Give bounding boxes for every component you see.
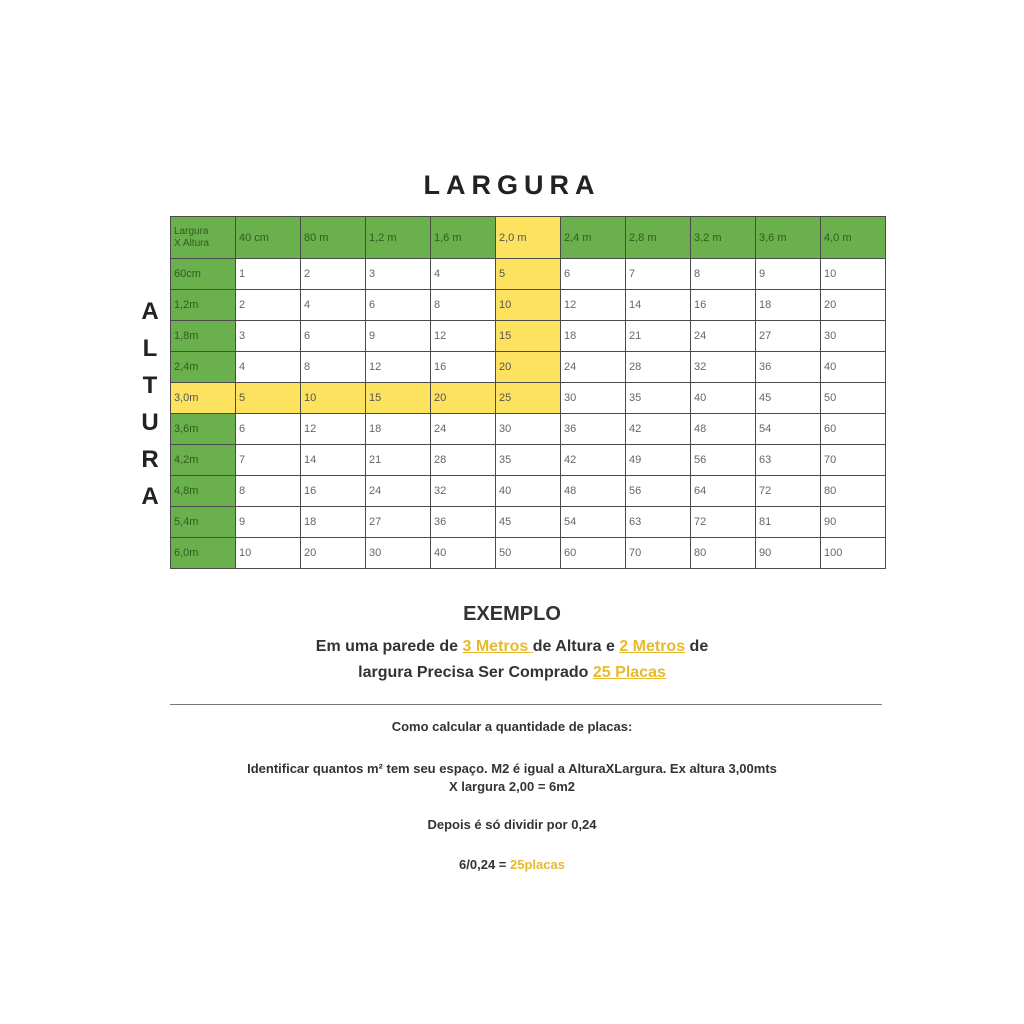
altura-letter: L [142,335,158,362]
example-highlight-plates: 25 Placas [592,664,666,681]
table-cell: 15 [366,383,431,414]
altura-letter: A [141,298,159,325]
calc-result-value: 25placas [510,857,565,872]
table-cell: 48 [561,476,626,507]
table-cell: 15 [496,321,561,352]
table-cell: 10 [236,538,301,569]
example-text: de Altura e [532,638,620,655]
table-cell: 7 [236,445,301,476]
table-header-row [171,217,886,259]
table-cell: 21 [366,445,431,476]
table-cell: 6 [301,321,366,352]
table-row [171,476,886,507]
table-cell: 18 [756,290,821,321]
table-cell: 4 [301,290,366,321]
table-cell: 90 [756,538,821,569]
table-cell: 6 [561,259,626,290]
row-header: 3,6m [171,414,236,445]
table-cell: 64 [691,476,756,507]
table-cell: 30 [496,414,561,445]
table-cell: 63 [626,507,691,538]
table-cell: 2 [301,259,366,290]
table-cell: 4 [431,259,496,290]
table-cell: 48 [691,414,756,445]
altura-letter: A [141,483,159,510]
table-cell: 5 [496,259,561,290]
table-cell: 28 [626,352,691,383]
column-header: 40 cm [236,217,301,259]
table-cell: 60 [561,538,626,569]
altura-letter: R [141,446,159,473]
table-cell: 40 [496,476,561,507]
table-cell: 56 [626,476,691,507]
altura-letter: U [141,409,159,436]
plates-table [170,216,886,569]
table-cell: 24 [561,352,626,383]
table-cell: 32 [691,352,756,383]
row-header: 3,0m [171,383,236,414]
row-header: 5,4m [171,507,236,538]
altura-vertical-title [135,293,165,515]
example-title: EXEMPLO [463,603,561,625]
calc-paragraph-1-cont: X largura 2,00 = 6m2 [448,779,576,794]
table-cell: 14 [301,445,366,476]
table-cell: 18 [366,414,431,445]
table-cell: 27 [366,507,431,538]
table-cell: 24 [691,321,756,352]
table-cell: 42 [561,445,626,476]
table-cell: 3 [366,259,431,290]
table-cell: 80 [691,538,756,569]
row-header: 6,0m [171,538,236,569]
table-row [171,321,886,352]
row-header: 2,4m [171,352,236,383]
calculation-section [0,718,1024,874]
column-header: 3,6 m [756,217,821,259]
table-cell: 24 [431,414,496,445]
table-cell: 20 [301,538,366,569]
table-cell: 8 [301,352,366,383]
table-row [171,445,886,476]
table-cell: 18 [301,507,366,538]
table-cell: 14 [626,290,691,321]
table-cell: 45 [756,383,821,414]
table-cell: 3 [236,321,301,352]
table-cell: 16 [691,290,756,321]
table-cell: 36 [756,352,821,383]
table-cell: 20 [496,352,561,383]
column-header: 1,2 m [366,217,431,259]
table-cell: 30 [561,383,626,414]
table-cell: 12 [301,414,366,445]
table-cell: 6 [366,290,431,321]
example-line-2 [0,660,1024,686]
table-row [171,414,886,445]
calc-paragraph-1: Identificar quantos m² tem seu espaço. M2 é igual a AlturaXLargura. Ex altura 3,00mts [247,761,777,776]
table-cell: 30 [821,321,886,352]
column-header: 4,0 m [821,217,886,259]
table-cell: 72 [756,476,821,507]
largura-title: LARGURA [423,170,601,200]
table-row [171,352,886,383]
example-text: largura Precisa Ser Comprado [358,664,593,681]
table-cell: 90 [821,507,886,538]
section-divider [170,704,882,705]
altura-letter: T [142,372,158,399]
table-cell: 9 [236,507,301,538]
calc-heading: Como calcular a quantidade de placas: [391,719,633,734]
table-cell: 56 [691,445,756,476]
example-highlight-height: 3 Metros [462,638,533,655]
table-cell: 5 [236,383,301,414]
table-cell: 9 [756,259,821,290]
table-cell: 36 [431,507,496,538]
table-cell: 25 [496,383,561,414]
column-header: 2,0 m [496,217,561,259]
table-cell: 50 [821,383,886,414]
table-cell: 18 [561,321,626,352]
table-cell: 7 [626,259,691,290]
row-header: 4,8m [171,476,236,507]
table-cell: 28 [431,445,496,476]
table-cell: 8 [431,290,496,321]
table-cell: 9 [366,321,431,352]
table-cell: 50 [496,538,561,569]
table-cell: 21 [626,321,691,352]
table-cell: 100 [821,538,886,569]
row-header: 4,2m [171,445,236,476]
corner-label: Largura [174,225,209,237]
column-header: 2,4 m [561,217,626,259]
table-cell: 30 [366,538,431,569]
table-cell: 49 [626,445,691,476]
table-cell: 36 [561,414,626,445]
column-header: 80 m [301,217,366,259]
table-row [171,507,886,538]
table-cell: 16 [301,476,366,507]
column-header: 1,6 m [431,217,496,259]
example-highlight-width: 2 Metros [619,638,686,655]
row-header: 1,8m [171,321,236,352]
table-cell: 40 [691,383,756,414]
table-cell: 4 [236,352,301,383]
table-cell: 2 [236,290,301,321]
table-cell: 45 [496,507,561,538]
example-section [0,603,1024,686]
table-corner-cell [171,217,236,259]
table-cell: 70 [821,445,886,476]
table-cell: 20 [821,290,886,321]
table-cell: 6 [236,414,301,445]
table-cell: 81 [756,507,821,538]
column-header: 3,2 m [691,217,756,259]
table-cell: 12 [431,321,496,352]
table-cell: 24 [366,476,431,507]
table-cell: 80 [821,476,886,507]
table-cell: 54 [561,507,626,538]
table-cell: 63 [756,445,821,476]
calc-result-prefix: 6/0,24 = [459,857,511,872]
table-row [171,383,886,414]
table-cell: 1 [236,259,301,290]
table-cell: 60 [821,414,886,445]
table-row [171,538,886,569]
column-header: 2,8 m [626,217,691,259]
table-cell: 54 [756,414,821,445]
table-cell: 72 [691,507,756,538]
table-cell: 35 [496,445,561,476]
example-line-1 [0,634,1024,660]
table-cell: 8 [691,259,756,290]
row-header: 1,2m [171,290,236,321]
table-cell: 27 [756,321,821,352]
table-cell: 42 [626,414,691,445]
table-cell: 10 [821,259,886,290]
corner-label: X Altura [174,237,210,249]
table-cell: 12 [561,290,626,321]
table-cell: 8 [236,476,301,507]
table-row [171,290,886,321]
table-cell: 40 [431,538,496,569]
table-cell: 35 [626,383,691,414]
table-cell: 16 [431,352,496,383]
table-cell: 20 [431,383,496,414]
example-text: de [685,638,709,655]
table-cell: 70 [626,538,691,569]
table-row [171,259,886,290]
table-cell: 10 [301,383,366,414]
table-cell: 32 [431,476,496,507]
row-header: 60cm [171,259,236,290]
table-cell: 40 [821,352,886,383]
table-cell: 10 [496,290,561,321]
example-text: Em uma parede de [315,638,463,655]
table-cell: 12 [366,352,431,383]
calc-paragraph-2: Depois é só dividir por 0,24 [427,817,597,832]
calc-result [0,856,1024,874]
